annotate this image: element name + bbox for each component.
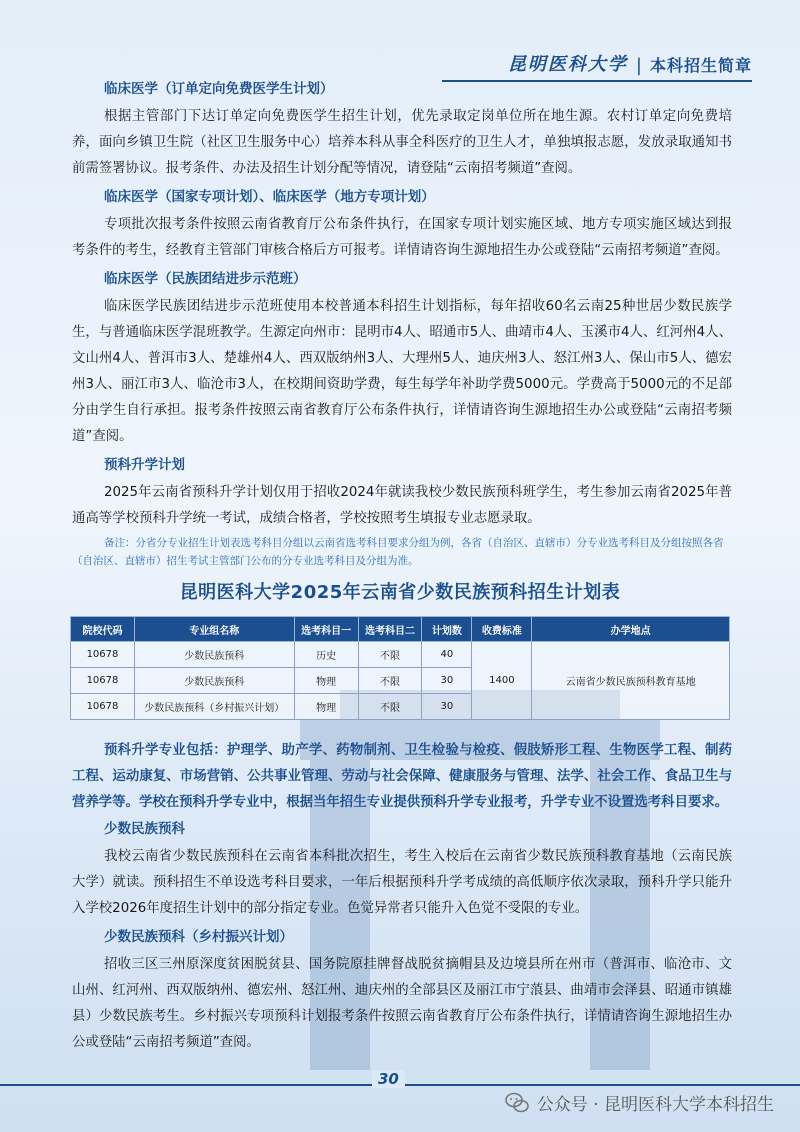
section-paragraph: 临床医学民族团结进步示范班使用本校普通本科招生计划指标，每年招收60名云南25种世居少数民族学生，与普通临床医学混班教学。生源定向州市：昆明市4人、昭通市5人、曲靖市4人、玉溪市4人、红河州4人、文山州4人、普洱市3人、楚雄州4人、西双版纳州3人、大理州5人、迪庆州3人、怒江州3人、保山市5人、德宏州3人、丽江市3人、临沧市3人，在校期间资助学费，每生每学年补助学费5000元。学费高于5000元的不足部分由学生自行承担。报考条件按照云南省教育厅公布条件执行，详情请咨询生源地招生办公或登陆“云南招考频道”查阅。 xyxy=(72,299,732,444)
table-header-row xyxy=(71,617,730,642)
table-cell: 不限 xyxy=(358,642,422,668)
note-text: 备注：分省分专业招生计划表选考科目分组以云南省选考科目要求分组为例，各省（自治区、直辖市）分专业选考科目及分组按照各省（自治区、直辖市）招生考试主管部门公布的分专业选考科目及分组为准。 xyxy=(72,537,724,567)
section-paragraph: 根据主管部门下达订单定向免费医学生招生计划，优先录取定岗单位所在地生源。农村订单定向免费培养，面向乡镇卫生院（社区卫生服务中心）培养本科从事全科医疗的卫生人才，单独填报志愿，发放录取通知书前需签署协议。报考条件、办法及招生计划分配等情况，请登陆“云南招考频道”查阅。 xyxy=(72,109,732,176)
table-cell: 30 xyxy=(422,694,472,720)
section-paragraph: 2025年云南省预科升学计划仅用于招收2024年就读我校少数民族预科班学生，考生参加云南省2025年普通高等学校预科升学统一考试，成绩合格者，学校按照考生填报专业志愿录取。 xyxy=(72,485,732,526)
section-title-ethnic-unity: 临床医学（民族团结进步示范班） xyxy=(104,271,307,287)
top-content xyxy=(72,76,732,570)
section-title-rural-revitalization: 少数民族预科（乡村振兴计划） xyxy=(104,929,293,945)
table-cell: 少数民族预科（乡村振兴计划） xyxy=(134,694,294,720)
table-cell: 不限 xyxy=(358,694,422,720)
table-header-cell: 专业组名称 xyxy=(134,617,294,642)
table-cell: 少数民族预科 xyxy=(134,668,294,694)
table-cell: 10678 xyxy=(71,668,135,694)
section-title-preparatory-plan: 预科升学计划 xyxy=(104,457,185,473)
table-header-cell: 选考科目一 xyxy=(294,617,358,642)
table-cell: 物理 xyxy=(294,694,358,720)
wechat-watermark xyxy=(505,1090,774,1115)
section-title-special-plan: 临床医学（国家专项计划）、临床医学（地方专项计划） xyxy=(104,189,435,205)
university-brand: 昆明医科大学 xyxy=(507,54,628,75)
table-header-cell: 计划数 xyxy=(422,617,472,642)
section-paragraph: 我校云南省少数民族预科在云南省本科批次招生，考生入校后在云南省少数民族预科教育基地（云南民族大学）就读。预科招生不单设选考科目要求，一年后根据预科升学考成绩的高低顺序依次录取，预科升学只能升入学校2026年度招生计划中的部分指定专业。色觉异常者只能升入色觉不受限的专业。 xyxy=(72,849,732,916)
table-cell: 物理 xyxy=(294,668,358,694)
table-header-cell: 选考科目二 xyxy=(358,617,422,642)
table-header-cell: 收费标准 xyxy=(472,617,532,642)
section-title-order-directed: 临床医学（订单定向免费医学生计划） xyxy=(104,81,334,97)
wechat-icon xyxy=(505,1092,529,1114)
wechat-account-label: 公众号 · 昆明医科大学本科招生 xyxy=(536,1095,774,1115)
location-cell: 云南省少数民族预科教育基地 xyxy=(532,642,730,720)
table-cell: 30 xyxy=(422,668,472,694)
table-cell: 10678 xyxy=(71,694,135,720)
table-cell: 10678 xyxy=(71,642,135,668)
table-header-cell: 院校代码 xyxy=(71,617,135,642)
table-cell: 少数民族预科 xyxy=(134,642,294,668)
table-header-cell: 办学地点 xyxy=(532,617,730,642)
section-title-ethnic-preparatory: 少数民族预科 xyxy=(104,821,185,837)
bottom-content xyxy=(72,738,732,1058)
page-number: 30 xyxy=(372,1070,405,1088)
table-cell: 历史 xyxy=(294,642,358,668)
table-title: 昆明医科大学2025年云南省少数民族预科招生计划表 xyxy=(179,582,621,603)
majors-paragraph: 预科升学专业包括：护理学、助产学、药物制剂、卫生检验与检疫、假肢矫形工程、生物医学工程、制药工程、运动康复、市场营销、公共事业管理、劳动与社会保障、健康服务与管理、法学、社会工作、食品卫生与营养学等。学校在预科升学专业中，根据当年招生专业提供预科升学专业报考，升学专业不设置选考科目要求。 xyxy=(72,743,732,810)
table-cell: 不限 xyxy=(358,668,422,694)
section-paragraph: 招收三区三州原深度贫困脱贫县、国务院原挂牌督战脱贫摘帽县及边境县所在州市（普洱市、临沧市、文山州、红河州、西双版纳州、德宏州、怒江州、迪庆州的全部县区及丽江市宁蒗县、曲靖市会泽县、昭通市镇雄县）少数民族考生。乡村振兴专项预科计划报考条件按照云南省教育厅公布条件执行，详情请咨询生源地招生办公或登陆“云南招考频道”查阅。 xyxy=(72,957,732,1050)
enrollment-plan-table xyxy=(70,616,730,720)
table-cell: 40 xyxy=(422,642,472,668)
table-row xyxy=(71,642,730,668)
header-title: 本科招生简章 xyxy=(649,56,752,75)
fee-cell: 1400 xyxy=(472,642,532,720)
header-separator: | xyxy=(635,55,642,76)
section-paragraph: 专项批次报考条件按照云南省教育厅公布条件执行，在国家专项计划实施区域、地方专项实施区域达到报考条件的考生，经教育主管部门审核合格后方可报考。详情请咨询生源地招生办公或登陆“云南招考频道”查阅。 xyxy=(72,217,732,258)
